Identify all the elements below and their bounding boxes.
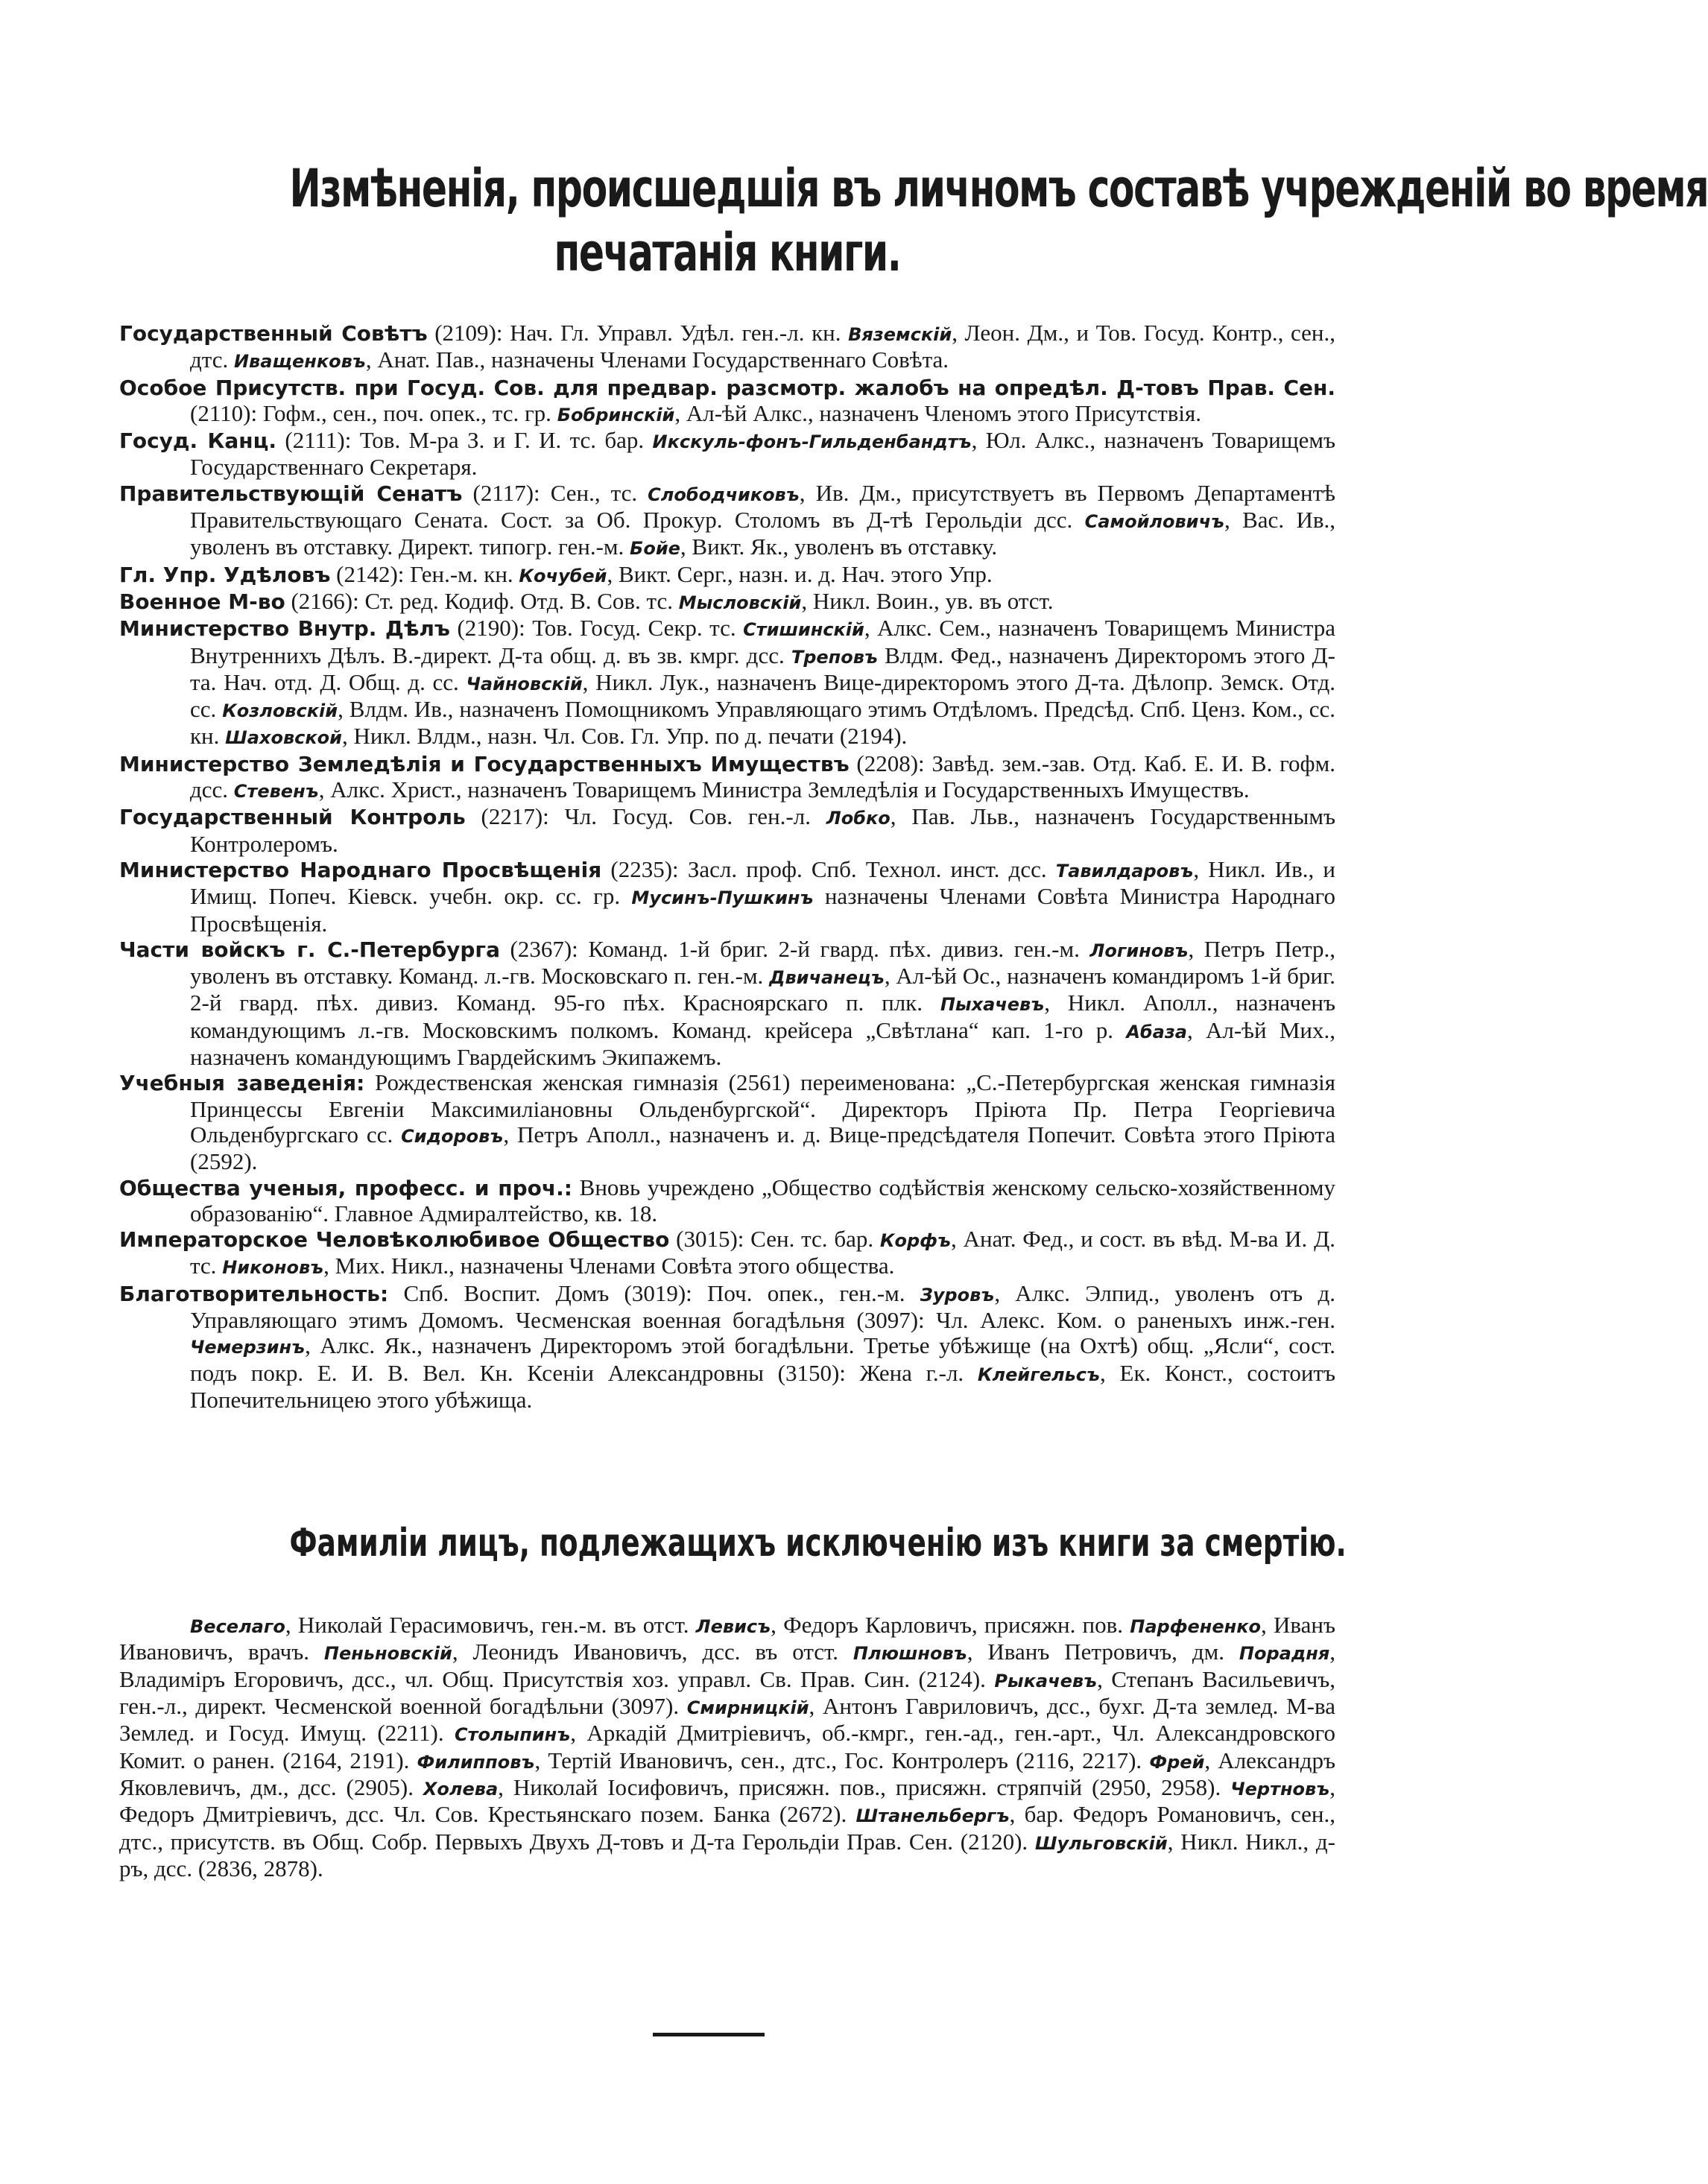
institution-label: Министерство Внутр. Дѣлъ [119, 616, 450, 642]
change-entry [119, 1281, 1335, 1413]
change-entry [119, 615, 1335, 750]
person-name: Кочубей [519, 565, 607, 586]
person-name: Бобринскій [557, 404, 675, 425]
entry-text: Спб. Воспит. Домъ (3019): Поч. опек., ген.-м. [388, 1279, 920, 1306]
institution-label: Правительствующій Сенатъ [119, 481, 463, 506]
change-entry [119, 857, 1335, 937]
section-title-deceased: Фамиліи лицъ, подлежащихъ исключенію изъ книги за смертію. [289, 1521, 1347, 1566]
person-name: Холева [423, 1778, 499, 1800]
entry-text: , Пав. Льв., назначенъ Государственнымъ Контролеромъ. [190, 803, 1335, 857]
institution-label: Министерство Земледѣлія и Государственныхъ Имуществъ [119, 751, 850, 776]
entry-text: , Викт. Серг., назн. и. д. Нач. этого Упр. [607, 560, 993, 587]
institution-label: Части войскъ г. С.-Петербурга [119, 937, 500, 962]
institution-label: Учебныя заведенія: [119, 1071, 365, 1096]
institution-label: Министерство Народнаго Просвѣщенія [119, 857, 602, 882]
person-name: Абаза [1126, 1021, 1187, 1042]
person-name: Веселаго [190, 1616, 285, 1638]
deceased-list [119, 1612, 1335, 1881]
title-line-1: Измѣненія, происшедшія въ личномъ составѣ учрежденій во время [289, 158, 1708, 219]
change-entry [119, 589, 1335, 615]
title-line-2: печатанія книги. [554, 222, 901, 283]
person-name: Пеньновскій [323, 1643, 452, 1665]
entry-text: , бар. Федоръ Романовичъ, сен., дтс., присутств. въ Общ. Собр. Первыхъ Двухъ Д-товъ и Д-та Герольдіи Прав. Сен. (2120). [119, 1801, 1335, 1855]
person-name: Стевенъ [233, 781, 319, 803]
entry-text: (2367): Команд. 1-й бриг. 2-й гвард. пѣх. дивиз. ген.-м. [499, 935, 1090, 962]
person-name: Смирницкій [686, 1697, 809, 1719]
person-name: Филипповъ [417, 1751, 535, 1773]
change-entry [119, 937, 1335, 1070]
entry-text: , Никл. Влдм., назн. Чл. Сов. Гл. Упр. по д. печати (2194). [341, 723, 908, 750]
change-entry [119, 481, 1335, 562]
entry-text: , Никл. Ив., и Имищ. Попеч. Кіевск. учебн. окр. сс. гр. [190, 855, 1336, 910]
change-entry [119, 1070, 1335, 1174]
institution-label: Общества ученыя, професс. и проч.: [119, 1175, 572, 1200]
entry-text: , Ив. Дм., присутствуетъ въ Первомъ Департаментѣ Правительствующаго Сената. Сост. за Об. Прокур. Столомъ въ Д-тѣ Герольдіи дсс. [190, 479, 1336, 534]
person-name: Фрей [1149, 1751, 1205, 1773]
person-name: Пыхачевъ [940, 994, 1045, 1016]
person-name: Двичанецъ [769, 967, 885, 989]
entry-text: , Влдм. Ив., назначенъ Помощникомъ Управляющаго этимъ Отдѣломъ. Предсѣд. Спб. Ценз. Ком., сс. кн. [190, 696, 1335, 750]
entry-text: , Степанъ Васильевичъ, ген.-л., директ. Чесменской военной богадѣльни (3097). [119, 1665, 1335, 1720]
entry-text: , Викт. Як., уволенъ въ отставку. [680, 534, 998, 560]
entry-text: , Николай Іосифовичъ, присяжн. пов., присяжн. стряпчій (2950, 2958). [498, 1773, 1231, 1800]
entry-text: , Аркадій Дмитріевичъ, об.-кмрг., ген.-ад., ген.-арт., Чл. Александровского Комит. о ранен. (2164, 2191). [119, 1720, 1335, 1773]
end-rule [653, 2033, 765, 2036]
person-name: Иващенковъ [233, 351, 366, 373]
entry-text: (2109): Нач. Гл. Управл. Удѣл. ген.-л. кн. [427, 320, 849, 346]
person-name: Чемерзинъ [190, 1337, 306, 1358]
entry-text: , Юл. Алкс., назначенъ Товарищемъ Государственнаго Секретаря. [190, 427, 1335, 481]
person-name: Парфененко [1130, 1616, 1262, 1638]
person-name: Стишинскій [743, 619, 864, 641]
person-name: Столыпинъ [454, 1724, 571, 1746]
person-name: Левисъ [695, 1616, 771, 1638]
entry-text: , Ал-ѣй Мих., назначенъ командующимъ Гвардейскимъ Экипажемъ. [190, 1016, 1335, 1071]
person-name: Тавилдаровъ [1055, 860, 1194, 881]
entry-text: (2110): Гофм., сен., поч. опек., тс. гр. [190, 399, 557, 426]
person-name: Слободчиковъ [648, 484, 800, 505]
entry-text: , Ал-ѣй Ос., назначенъ командиромъ 1-й бриг. 2-й гвард. пѣх. дивиз. Команд. 95-го пѣх. Красноярскаго п. плк. [190, 963, 1335, 1016]
institution-label: Императорское Человѣколюбивое Общество [119, 1227, 670, 1253]
person-name: Мысловскій [678, 592, 802, 613]
person-name: Штанельбергъ [855, 1805, 1010, 1827]
person-name: Никоновъ [222, 1257, 324, 1279]
person-name: Козловскій [222, 700, 338, 722]
entry-text: , Петръ Петр., уволенъ въ отставку. Команд. л.-гв. Московскаго п. ген.-м. [190, 935, 1335, 990]
entry-text: , Алкс. Сем., назначенъ Товарищемъ Министра Внутреннихъ Дѣлъ. В.-директ. Д-та общ. д. въ зв. кмрг. дсс. [190, 615, 1335, 668]
entry-text: (2117): Сен., тс. [462, 479, 648, 506]
person-name: Треповъ [791, 646, 878, 668]
institution-label: Государственный Совѣтъ [119, 321, 428, 346]
person-name: Чертновъ [1230, 1778, 1330, 1800]
entry-text: (2111): Тов. М-ра З. и Г. И. тс. бар. [276, 427, 653, 454]
entry-text: (2190): Тов. Госуд. Секр. тс. [449, 615, 744, 642]
page-title [119, 156, 1708, 285]
person-name: Рыкачевъ [994, 1670, 1098, 1691]
person-name: Корфъ [879, 1230, 952, 1252]
entry-text: , Алкс. Як., назначенъ Директоромъ этой богадѣльни. Третье убѣжище (на Охтѣ) общ. „Ясли“, сост. подъ покр. Е. И. В. Вел. Кн. Ксеніи Александровны (3150): Жена г.-л. [190, 1332, 1335, 1386]
institution-label: Благотворительность: [119, 1281, 389, 1306]
person-name: Бойе [630, 538, 680, 560]
person-name: Логиновъ [1089, 940, 1189, 961]
entry-text: , Алкс. Христ., назначенъ Товарищемъ Министра Земледѣлія и Государственныхъ Имуществъ. [318, 776, 1250, 803]
change-entry [119, 804, 1335, 857]
entry-text: , Антонъ Гавриловичъ, дсс., бухг. Д-та землед. М-ва Землед. и Госуд. Имущ. (2211). [119, 1693, 1335, 1747]
entry-text: , Леонидъ Ивановичъ, дсс. въ отст. [452, 1639, 853, 1665]
person-name: Клейгельсъ [977, 1364, 1101, 1385]
person-name: Шаховской [225, 727, 342, 749]
change-entry [119, 1175, 1335, 1227]
entry-text: , Иванъ Петровичъ, дм. [967, 1639, 1239, 1665]
entry-text: , Николай Герасимовичъ, ген.-м. въ отст. [285, 1612, 696, 1639]
changes-list [119, 320, 1335, 1413]
entry-text: , Александръ Яковлевичъ, дм., дсс. (2905). [119, 1747, 1335, 1800]
entry-text: , Никл. Никл., д-ръ, дсс. (2836, 2878). [119, 1828, 1335, 1881]
entry-text: , Ал-ѣй Алкс., назначенъ Членомъ этого Присутствія. [674, 399, 1202, 426]
entry-text: , Владиміръ Егоровичъ, дсс., чл. Общ. Присутствія хоз. управл. Св. Прав. Син. (2124). [119, 1639, 1335, 1692]
entry-text: , Вас. Ив., уволенъ въ отставку. Директ. типогр. ген.-м. [190, 507, 1335, 560]
entry-text: , Иванъ Ивановичъ, врачъ. [119, 1612, 1335, 1665]
entry-text: Вновь учреждено „Общество содѣйствія женскому сельско-хозяйственному образованію“. Главное Адмиралтейство, кв. 18. [190, 1174, 1335, 1226]
entry-text: , Петръ Аполл., назначенъ и. д. Вице-предсѣдателя Попечит. Совѣта этого Пріюта (2592). [190, 1121, 1335, 1175]
person-name: Чайновскій [466, 673, 583, 694]
change-entry [119, 375, 1335, 428]
entry-text: , Никл. Аполл., назначенъ командующимъ л.-гв. Московскимъ полкомъ. Команд. крейсера „Свѣтлана“ кап. 1-го р. [190, 990, 1335, 1043]
person-name: Шульговскій [1034, 1832, 1168, 1854]
person-name: Мусинъ-Пушкинъ [631, 887, 814, 909]
entry-text: , Леон. Дм., и Тов. Госуд. Контр., сен., дтс. [190, 320, 1335, 373]
entry-text: (2142): Ген.-м. кн. [330, 560, 519, 587]
person-name: Вяземскій [848, 324, 952, 345]
change-entry [119, 428, 1335, 481]
person-name: Лобко [826, 808, 891, 829]
entry-text: назначены Членами Совѣта Министра Народнаго Просвѣщенія. [190, 883, 1335, 937]
person-name: Порадня [1239, 1643, 1330, 1665]
entry-text: (3015): Сен. тс. бар. [669, 1226, 880, 1253]
person-name: Самойловичъ [1084, 511, 1224, 533]
person-name: Плюшновъ [853, 1643, 967, 1665]
entry-text: , Никл. Лук., назначенъ Вице-директоромъ этого Д-та. Дѣлопр. Земск. Отд. сс. [190, 668, 1335, 723]
entry-text: , Никл. Воин., ув. въ отст. [801, 587, 1054, 614]
institution-label: Особое Присутств. при Госуд. Сов. для предвар. разсмотр. жалобъ на опредѣл. Д-товъ Прав. Сен. [119, 375, 1335, 400]
institution-label: Государственный Контроль [119, 805, 466, 830]
entry-text: , Тертій Ивановичъ, сен., дтс., Гос. Контролеръ (2116, 2217). [534, 1747, 1150, 1773]
person-name: Икскуль-фонъ-Гильденбандтъ [652, 431, 972, 453]
entry-text: , Анат. Пав., назначены Членами Государственнаго Совѣта. [365, 346, 949, 373]
change-entry [119, 562, 1335, 589]
entry-text: , Федоръ Дмитріевичъ, дсс. Чл. Сов. Крестьянскаго позем. Банка (2672). [119, 1773, 1335, 1828]
entry-text: Рождественская женская гимназія (2561) переименована: „С.-Петербургская женская гимназія Принцессы Евгеніи Максимиліановны Ольденбургской“. Директоръ Пріюта Пр. Петра Георгіевича Ольденбургскаго сс. [190, 1069, 1336, 1148]
institution-label: Гл. Упр. Удѣловъ [119, 562, 331, 587]
entry-text: (2208): Завѣд. зем.-зав. Отд. Каб. Е. И. В. гофм. дсс. [190, 750, 1336, 803]
page-content [119, 156, 1708, 1881]
institution-label: Госуд. Канц. [119, 428, 277, 454]
institution-label: Военное М-во [119, 589, 285, 614]
entry-text: , Алкс. Элпид., уволенъ отъ д. Управляющаго этимъ Домомъ. Чесменская военная богадѣльня (3097): Чл. Алекс. Ком. о раненыхъ инж.-ген. [190, 1279, 1335, 1333]
entry-text: , Ек. Конст., состоитъ Попечительницею этого убѣжища. [190, 1359, 1335, 1413]
change-entry [119, 1226, 1335, 1281]
person-name: Зуровъ [920, 1284, 995, 1305]
change-entry [119, 320, 1335, 375]
entry-text: (2217): Чл. Госуд. Сов. ген.-л. [465, 803, 826, 830]
entry-text: , Мих. Никл., назначены Членами Совѣта этого общества. [323, 1253, 895, 1279]
entry-text: , Анат. Фед., и сост. въ вѣд. М-ва И. Д. тс. [190, 1226, 1335, 1279]
entry-text: (2166): Ст. ред. Кодиф. Отд. В. Сов. тс. [285, 587, 679, 614]
entry-text: (2235): Засл. проф. Спб. Технол. инст. дсс. [601, 855, 1056, 882]
change-entry [119, 751, 1335, 805]
entry-text: Влдм. Фед., назначенъ Директоромъ этого Д-та. Нач. отд. Д. Общ. д. сс. [190, 642, 1335, 695]
person-name: Сидоровъ [401, 1125, 504, 1147]
entry-text: , Федоръ Карловичъ, присяжн. пов. [771, 1612, 1130, 1639]
